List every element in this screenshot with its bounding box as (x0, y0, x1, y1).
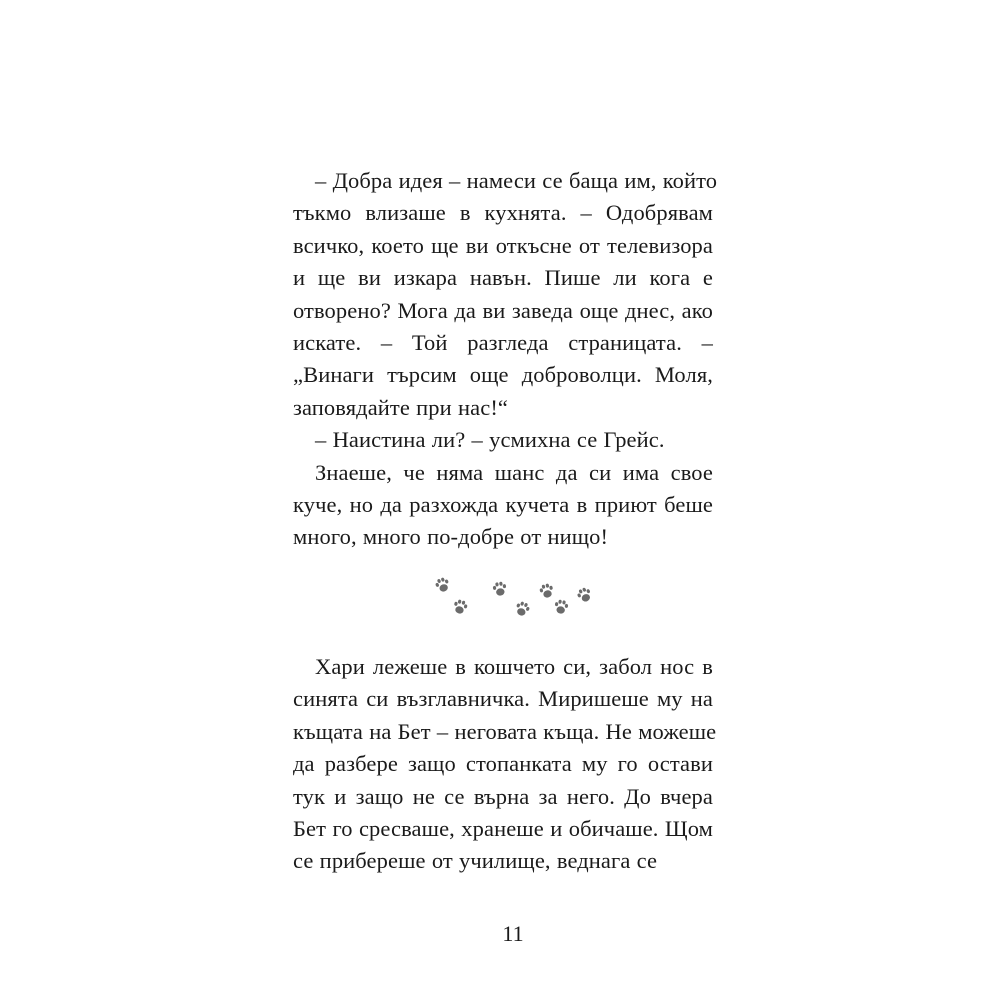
paw-prints-icon (430, 578, 600, 623)
text-line: тук и защо не се върна за него. До вчера (293, 783, 713, 809)
paw-print (434, 576, 451, 593)
text-line: тъкмо влизаше в кухнята. – Одобрявам (293, 200, 713, 226)
text-line: искате. – Той разгледа страницата. – (293, 330, 713, 356)
paw-print (576, 586, 594, 604)
text-block-dialogue (293, 165, 718, 554)
text-line: много, много по-добре от нищо! (293, 524, 609, 550)
text-line: къщата на Бет – неговата къща. Не можеше (293, 718, 717, 744)
text-line: всичко, което ще ви откъсне от телевизора (293, 232, 713, 258)
paw-print (452, 599, 468, 616)
text-line: „Винаги търсим още доброволци. Моля, (293, 362, 713, 388)
text-line: да разбере защо стопанката му го остави (293, 751, 713, 777)
paw-print (539, 583, 555, 600)
text-line: – Наистина ли? – усмихна се Грейс. (315, 427, 665, 453)
text-line: се прибереше от училище, веднага се (293, 848, 658, 874)
paw-print (554, 599, 569, 615)
text-line: синята си възглавничка. Миришеше му на (293, 686, 713, 712)
paw-print (514, 600, 531, 617)
text-line: и ще ви изкара навън. Пише ли кога е (293, 265, 713, 291)
text-line: отворено? Мога да ви заведа още днес, ако (293, 297, 713, 323)
text-line: – Добра идея – намеси се баща им, който (315, 168, 718, 193)
text-line: Хари лежеше в кошчето си, забол нос в (315, 654, 713, 679)
text-line: Бет го сресваше, хранеше и обичаше. Щом (293, 816, 713, 842)
text-line: куче, но да разхожда кучета в приют беше (293, 492, 713, 518)
text-line: заповядайте при нас!“ (293, 394, 509, 420)
page-number: 11 (502, 921, 524, 946)
paw-print (492, 581, 507, 597)
text-block-narrative (293, 651, 717, 878)
text-line: Знаеше, че няма шанс да си има свое (315, 459, 713, 485)
